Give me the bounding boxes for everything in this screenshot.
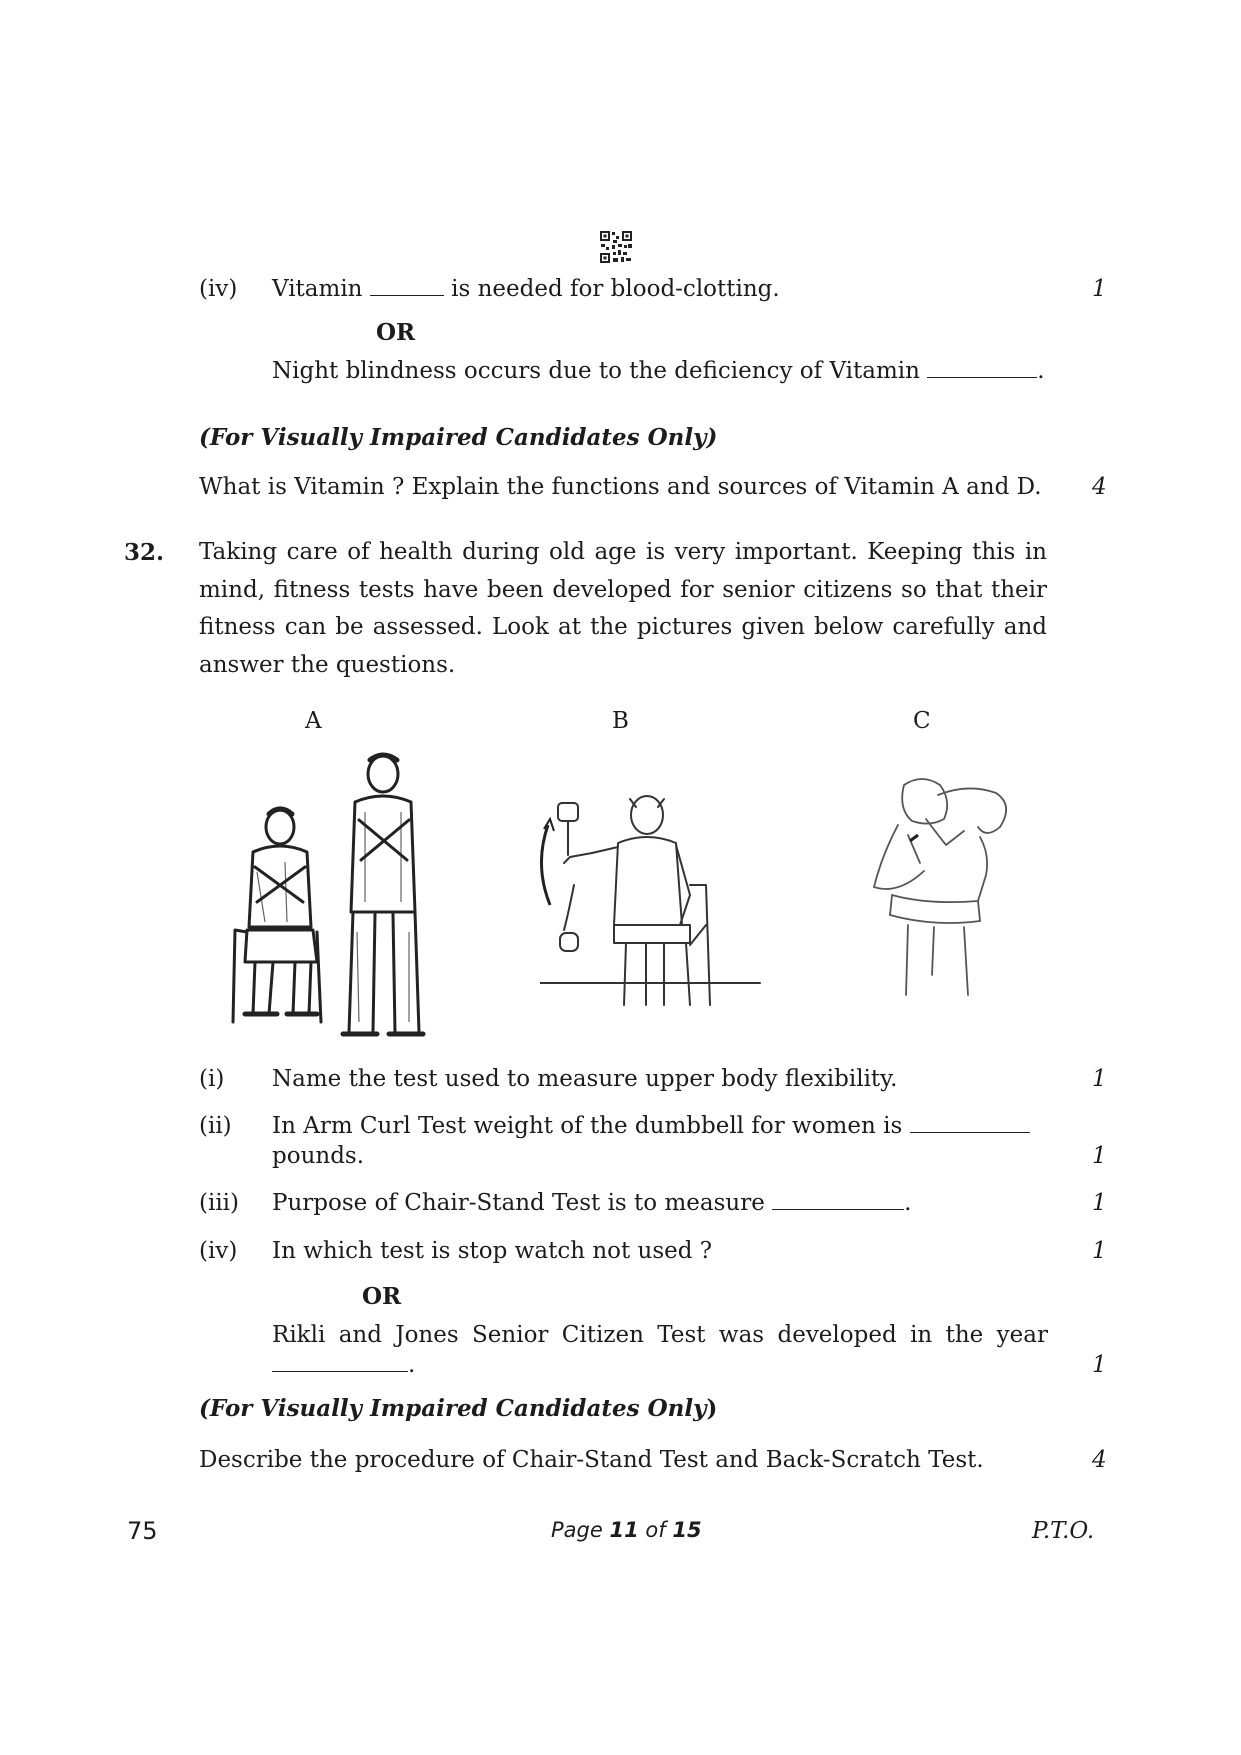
visually-impaired-question: What is Vitamin ? Explain the functions and sources of Vitamin A and D. xyxy=(199,474,1042,500)
alternative-question: Rikli and Jones Senior Citizen Test was developed in the year xyxy=(272,1322,1048,1348)
page-word: Page xyxy=(551,1518,603,1542)
qr-code-icon xyxy=(599,230,633,264)
question-text-part: . xyxy=(408,1352,416,1378)
subquestion-text xyxy=(272,1188,911,1218)
of-word: of xyxy=(645,1518,666,1542)
answer-blank xyxy=(272,1353,408,1372)
picture-label: A xyxy=(305,708,322,734)
answer-blank xyxy=(910,1114,1030,1133)
subquestion-text-continued: pounds. xyxy=(272,1143,365,1169)
answer-blank xyxy=(772,1191,904,1210)
question-number: (iv) xyxy=(199,276,238,302)
back-scratch-test-illustration xyxy=(868,775,1028,1000)
subquestion-text: Name the test used to measure upper body flexibility. xyxy=(272,1066,898,1092)
total-pages: 15 xyxy=(672,1518,702,1542)
marks: 1 xyxy=(1092,276,1107,302)
answer-blank xyxy=(370,277,444,296)
question-stem: Taking care of health during old age is very important. Keeping this in mind, fitness tests have been developed for senior citizens so that their fitness can be assessed. Look at the pictures given below carefully and answer the questions. xyxy=(199,539,1047,678)
please-turn-over: P.T.O. xyxy=(1032,1518,1095,1544)
heading-text: ) xyxy=(706,1395,718,1422)
current-page: 11 xyxy=(609,1518,639,1542)
question-text-part: . xyxy=(1037,358,1045,384)
visually-impaired-question: Describe the procedure of Chair-Stand Test and Back-Scratch Test. xyxy=(199,1447,984,1473)
arm-curl-test-illustration xyxy=(540,785,770,1015)
visually-impaired-heading xyxy=(199,1394,717,1424)
marks: 4 xyxy=(1092,474,1107,500)
question-text-part: . xyxy=(904,1190,912,1216)
subquestion-text: In which test is stop watch not used ? xyxy=(272,1238,713,1264)
subquestion-text xyxy=(272,1111,1030,1141)
marks: 1 xyxy=(1092,1143,1107,1169)
visually-impaired-heading: (For Visually Impaired Candidates Only) xyxy=(199,424,718,451)
answer-blank xyxy=(927,359,1037,378)
marks: 1 xyxy=(1092,1238,1107,1264)
or-label: OR xyxy=(362,1283,402,1310)
subquestion-number: (i) xyxy=(199,1066,225,1092)
alternative-question xyxy=(272,356,1045,386)
marks: 4 xyxy=(1092,1447,1107,1473)
question-text-part: is needed for blood-clotting. xyxy=(451,276,780,302)
marks: 1 xyxy=(1092,1066,1107,1092)
or-label: OR xyxy=(376,319,416,346)
marks: 1 xyxy=(1092,1190,1107,1216)
paper-code: 75 xyxy=(127,1517,158,1545)
question-text xyxy=(272,274,780,304)
picture-label: C xyxy=(913,708,931,734)
subquestion-number: (iii) xyxy=(199,1190,240,1216)
chair-stand-test-illustration xyxy=(225,752,470,1044)
marks: 1 xyxy=(1092,1352,1107,1378)
heading-text: (For Visually Impaired Candidates Only xyxy=(199,1395,707,1422)
question-text-part: Vitamin xyxy=(272,276,363,302)
question-number: 32. xyxy=(124,539,165,566)
picture-label: B xyxy=(612,708,629,734)
question-text-part: In Arm Curl Test weight of the dumbbell for women is xyxy=(272,1113,903,1139)
question-text-part: Night blindness occurs due to the deficiency of Vitamin xyxy=(272,358,920,384)
alternative-question-blank xyxy=(272,1350,415,1380)
subquestion-number: (iv) xyxy=(199,1238,238,1264)
question-text-part: Purpose of Chair-Stand Test is to measure xyxy=(272,1190,765,1216)
subquestion-number: (ii) xyxy=(199,1113,232,1139)
page-number xyxy=(551,1518,702,1542)
